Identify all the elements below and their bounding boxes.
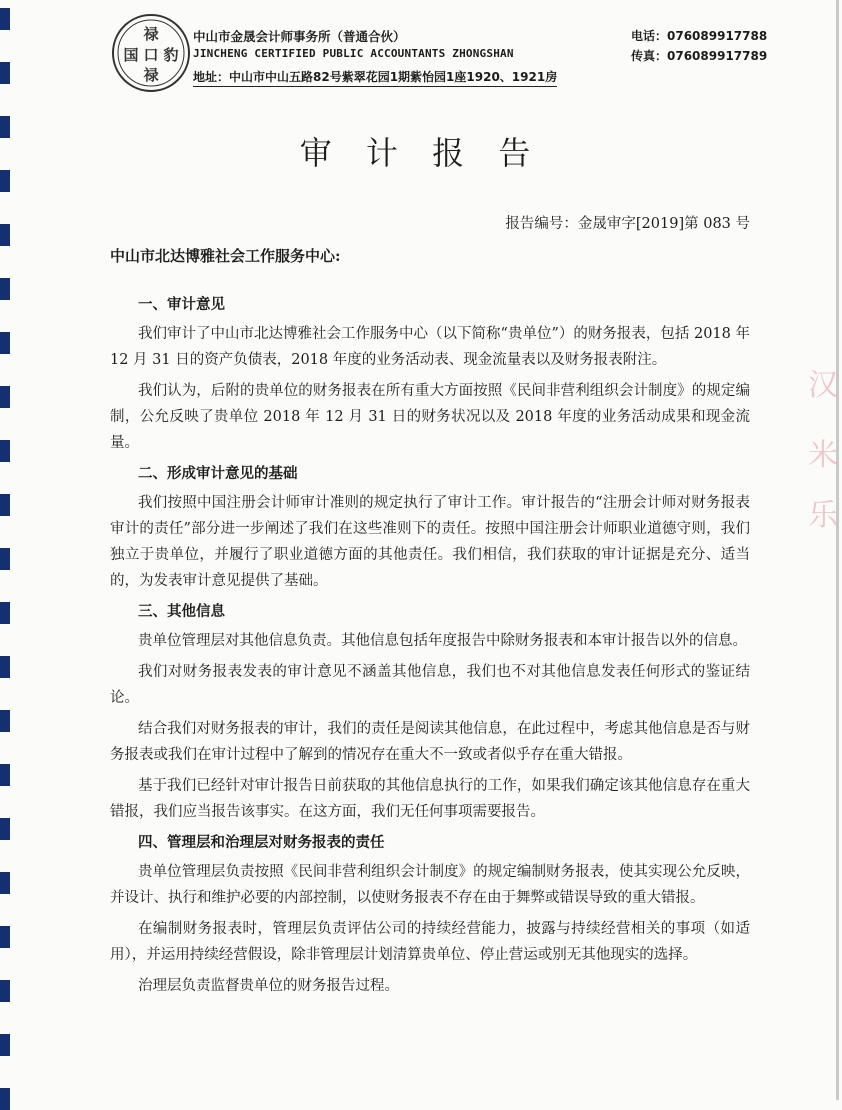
addressee: 中山市北达博雅社会工作服务中心: bbox=[110, 247, 341, 265]
side-stamp-mark: 米 bbox=[808, 438, 838, 473]
binding-mark bbox=[0, 656, 10, 678]
paragraph: 贵单位管理层负责按照《民间非营利组织会计制度》的规定编制财务报表，使其实现公允反映，并设计、执行和维护必要的内部控制，以使财务报表不存在由于舞弊或错误导致的重大错报。 bbox=[110, 864, 750, 906]
firm-name-en: JINCHENG CERTIFIED PUBLIC ACCOUNTANTS ZHONGSHAN bbox=[193, 47, 514, 60]
letterhead bbox=[193, 27, 768, 91]
paragraph: 治理层负责监督贵单位的财务报告过程。 bbox=[138, 978, 399, 994]
binding-mark bbox=[0, 386, 10, 408]
binding-mark bbox=[0, 62, 10, 84]
side-stamp-mark: 乐 bbox=[808, 498, 838, 533]
paragraph: 在编制财务报表时，管理层负责评估公司的持续经营能力，披露与持续经营相关的事项（如适用），并运用持续经营假设，除非管理层计划清算贵单位、停止营运或别无其他现实的选择。 bbox=[110, 921, 750, 963]
firm-name-cn: 中山市金晟会计师事务所（普通合伙） bbox=[193, 29, 406, 44]
binding-mark bbox=[0, 1088, 10, 1110]
binding-mark bbox=[0, 548, 10, 570]
paragraph: 我们对财务报表发表的审计意见不涵盖其他信息，我们也不对其他信息发表任何形式的鉴证结论。 bbox=[110, 664, 750, 706]
binding-mark bbox=[0, 872, 10, 894]
section-heading: 二、形成审计意见的基础 bbox=[138, 465, 298, 482]
binding-mark bbox=[0, 764, 10, 786]
binding-mark bbox=[0, 1034, 10, 1056]
binding-mark bbox=[0, 440, 10, 462]
document-title: 审 计 报 告 bbox=[299, 134, 543, 172]
binding-mark bbox=[0, 980, 10, 1002]
binding-mark bbox=[0, 224, 10, 246]
firm-phone: 电话：076089917788 bbox=[631, 29, 768, 43]
firm-address: 地址：中山市中山五路82号紫翠花园1期紫怡园1座1920、1921房 bbox=[193, 68, 557, 87]
section-heading: 四、管理层和治理层对财务报表的责任 bbox=[138, 834, 385, 851]
section-heading: 三、其他信息 bbox=[138, 603, 225, 620]
binding-mark bbox=[0, 278, 10, 300]
binding-mark bbox=[0, 926, 10, 948]
firm-fax: 传真：076089917789 bbox=[631, 49, 768, 63]
binding-mark bbox=[0, 8, 10, 30]
paragraph: 我们审计了中山市北达博雅社会工作服务中心（以下简称“贵单位”）的财务报表，包括 2018 年 12 月 31 日的资产负债表，2018 年度的业务活动表、现金流量表以及财务报表附注。 bbox=[110, 326, 750, 368]
paragraph: 我们按照中国注册会计师审计准则的规定执行了审计工作。审计报告的“注册会计师对财务报表审计的责任”部分进一步阐述了我们在这些准则下的责任。按照中国注册会计师职业道德守则，我们独立于贵单位，并履行了职业道德方面的其他责任。我们相信，我们获取的审计证据是充分、适当的，为发表审计意见提供了基础。 bbox=[110, 495, 750, 589]
paragraph: 结合我们对财务报表的审计，我们的责任是阅读其他信息，在此过程中，考虑其他信息是否与财务报表或我们在审计过程中了解到的情况存在重大不一致或者似乎存在重大错报。 bbox=[110, 721, 750, 763]
seal-char: 豹 bbox=[163, 46, 179, 64]
binding-mark bbox=[0, 494, 10, 516]
section-heading: 一、审计意见 bbox=[138, 296, 225, 313]
seal-char: 禄 bbox=[143, 66, 159, 84]
paragraph: 我们认为，后附的贵单位的财务报表在所有重大方面按照《民间非营利组织会计制度》的规定编制，公允反映了贵单位 2018 年 12 月 31 日的财务状况以及 2018 年度的业务活动成果和现金流量。 bbox=[110, 383, 750, 451]
seal-char: 口 bbox=[143, 46, 159, 64]
binding-mark bbox=[0, 332, 10, 354]
report-number: 报告编号：金晟审字[2019]第 083 号 bbox=[505, 216, 750, 232]
side-stamp-mark: 汉 bbox=[808, 368, 838, 403]
paragraph: 基于我们已经针对审计报告日前获取的其他信息执行的工作，如果我们确定该其他信息存在重大错报，我们应当报告该事实。在这方面，我们无任何事项需要报告。 bbox=[110, 778, 750, 820]
seal-char: 禄 bbox=[143, 25, 159, 43]
binding-mark bbox=[0, 710, 10, 732]
report-body bbox=[110, 290, 750, 999]
firm-seal-logo bbox=[110, 12, 192, 94]
seal-char: 国 bbox=[123, 46, 139, 64]
paragraph: 贵单位管理层对其他信息负责。其他信息包括年度报告中除财务报表和本审计报告以外的信息。 bbox=[138, 633, 747, 649]
binding-mark bbox=[0, 818, 10, 840]
binding-mark bbox=[0, 602, 10, 624]
